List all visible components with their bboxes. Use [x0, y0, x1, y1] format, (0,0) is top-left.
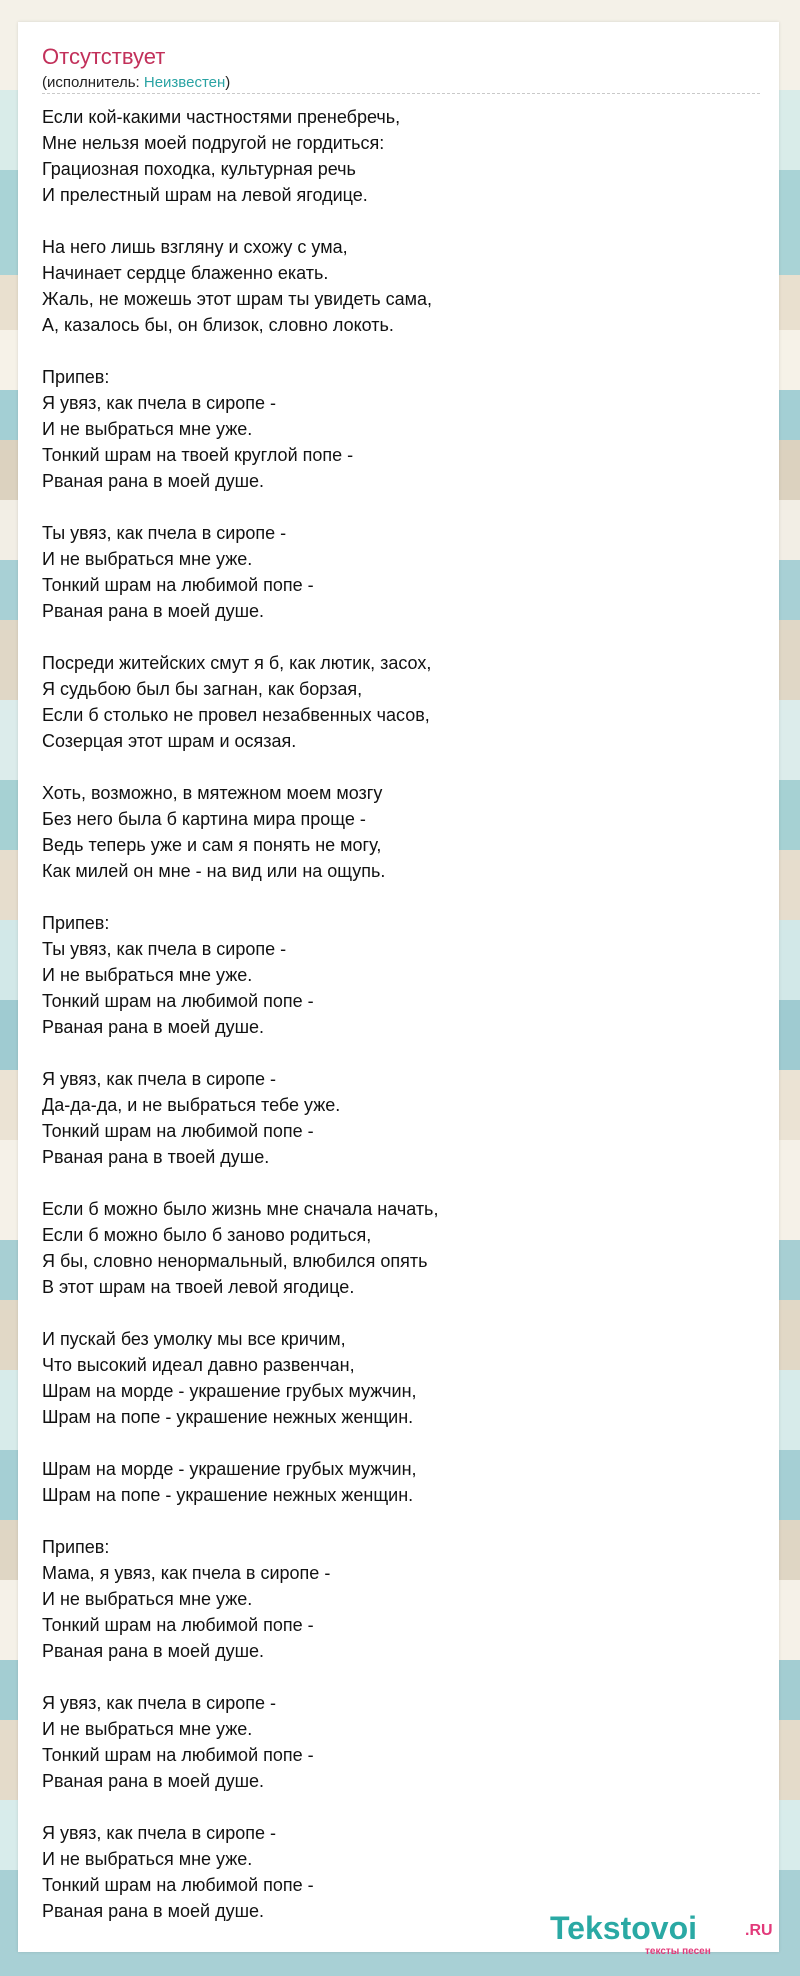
lyric-line: Что высокий идеал давно развенчан,: [42, 1355, 355, 1375]
stanza-gap: [42, 1508, 762, 1534]
lyric-line: Ведь теперь уже и сам я понять не могу,: [42, 835, 382, 855]
stanza-gap: [42, 884, 762, 910]
stanza-gap: [42, 338, 762, 364]
lyric-line: Я увяз, как пчела в сиропе -: [42, 1823, 276, 1843]
stanza-gap: [42, 1040, 762, 1066]
lyric-line: Грациозная походка, культурная речь: [42, 159, 356, 179]
performer-link[interactable]: Неизвестен: [143, 74, 226, 91]
lyric-line: Созерцая этот шрам и осязая.: [42, 731, 297, 751]
lyric-line: А, казалось бы, он близок, словно локоть.: [42, 315, 394, 335]
lyric-line: Я бы, словно ненормальный, влюбился опять: [42, 1251, 428, 1271]
lyric-line: Шрам на попе - украшение нежных женщин.: [42, 1485, 414, 1505]
lyric-line: Я увяз, как пчела в сиропе -: [42, 393, 276, 413]
logo-subtitle: тексты песен: [645, 1946, 711, 1957]
lyric-line: Шрам на морде - украшение грубых мужчин,: [42, 1381, 417, 1401]
lyric-line: Я увяз, как пчела в сиропе -: [42, 1693, 276, 1713]
stanza-gap: [42, 1430, 762, 1456]
stanza-gap: [42, 208, 762, 234]
lyric-line: Тонкий шрам на любимой попе -: [42, 1121, 314, 1141]
lyric-line: И прелестный шрам на левой ягодице.: [42, 185, 368, 205]
lyric-line: Я увяз, как пчела в сиропе -: [42, 1069, 276, 1089]
lyric-line: Без него была б картина мира проще -: [42, 809, 366, 829]
lyric-line: Если б столько не провел незабвенных часов,: [42, 705, 430, 725]
lyric-line: Тонкий шрам на любимой попе -: [42, 575, 314, 595]
lyric-line: Рваная рана в моей душе.: [42, 1901, 265, 1921]
lyric-line: В этот шрам на твоей левой ягодице.: [42, 1277, 355, 1297]
lyric-line: Если б можно было б заново родиться,: [42, 1225, 372, 1245]
lyric-line: Тонкий шрам на любимой попе -: [42, 1875, 314, 1895]
lyric-line: Я судьбою был бы загнан, как борзая,: [42, 679, 363, 699]
lyric-line: Рваная рана в моей душе.: [42, 1641, 265, 1661]
logo-tld: .RU: [745, 1922, 773, 1939]
stanza-gap: [42, 1300, 762, 1326]
lyric-line: Тонкий шрам на любимой попе -: [42, 991, 314, 1011]
lyric-line: И не выбраться мне уже.: [42, 549, 253, 569]
stanza-gap: [42, 754, 762, 780]
lyric-line: И пускай без умолку мы все кричим,: [42, 1329, 346, 1349]
performer-prefix: (исполнитель:: [42, 74, 144, 91]
divider: [42, 93, 760, 94]
site-logo[interactable]: [550, 1910, 773, 1957]
stanza-gap: [42, 624, 762, 650]
lyric-line: Припев:: [42, 367, 110, 387]
lyric-line: Тонкий шрам на любимой попе -: [42, 1745, 314, 1765]
lyric-line: И не выбраться мне уже.: [42, 965, 253, 985]
lyric-line: И не выбраться мне уже.: [42, 1589, 253, 1609]
lyric-line: Если б можно было жизнь мне сначала начать,: [42, 1199, 439, 1219]
lyric-line: Ты увяз, как пчела в сиропе -: [42, 939, 287, 959]
lyric-line: Шрам на морде - украшение грубых мужчин,: [42, 1459, 417, 1479]
lyric-line: Припев:: [42, 913, 110, 933]
stanza-gap: [42, 1794, 762, 1820]
lyric-line: Мне нельзя моей подругой не гордиться:: [42, 133, 385, 153]
lyric-line: Да-да-да, и не выбраться тебе уже.: [42, 1095, 341, 1115]
lyric-line: Жаль, не можешь этот шрам ты увидеть сама,: [42, 289, 432, 309]
logo-main-text: Tekstovoi: [550, 1910, 697, 1946]
lyric-line: На него лишь взгляну и схожу с ума,: [42, 237, 348, 257]
performer-suffix: ): [225, 74, 231, 91]
lyric-line: Посреди житейских смут я б, как лютик, засох,: [42, 653, 432, 673]
performer-line: [42, 74, 230, 91]
stanza-gap: [42, 494, 762, 520]
lyrics-text: [42, 104, 762, 1924]
lyric-line: Если кой-какими частностями пренебречь,: [42, 107, 401, 127]
lyric-line: Припев:: [42, 1537, 110, 1557]
song-title: Отсутствует: [42, 44, 166, 69]
lyric-line: И не выбраться мне уже.: [42, 419, 253, 439]
lyric-line: Как милей он мне - на вид или на ощупь.: [42, 861, 386, 881]
lyric-line: Рваная рана в моей душе.: [42, 471, 265, 491]
lyric-line: Мама, я увяз, как пчела в сиропе -: [42, 1563, 331, 1583]
lyric-line: Рваная рана в моей душе.: [42, 1017, 265, 1037]
lyric-line: Шрам на попе - украшение нежных женщин.: [42, 1407, 414, 1427]
lyric-line: Рваная рана в моей душе.: [42, 601, 265, 621]
lyric-line: Тонкий шрам на любимой попе -: [42, 1615, 314, 1635]
lyric-line: И не выбраться мне уже.: [42, 1849, 253, 1869]
lyric-line: Рваная рана в твоей душе.: [42, 1147, 270, 1167]
lyric-line: Хоть, возможно, в мятежном моем мозгу: [42, 783, 383, 803]
lyrics-card: [18, 22, 779, 1952]
stanza-gap: [42, 1664, 762, 1690]
lyric-line: Начинает сердце блаженно екать.: [42, 263, 329, 283]
lyric-line: Ты увяз, как пчела в сиропе -: [42, 523, 287, 543]
lyric-line: Рваная рана в моей душе.: [42, 1771, 265, 1791]
lyric-line: Тонкий шрам на твоей круглой попе -: [42, 445, 354, 465]
stanza-gap: [42, 1170, 762, 1196]
lyric-line: И не выбраться мне уже.: [42, 1719, 253, 1739]
